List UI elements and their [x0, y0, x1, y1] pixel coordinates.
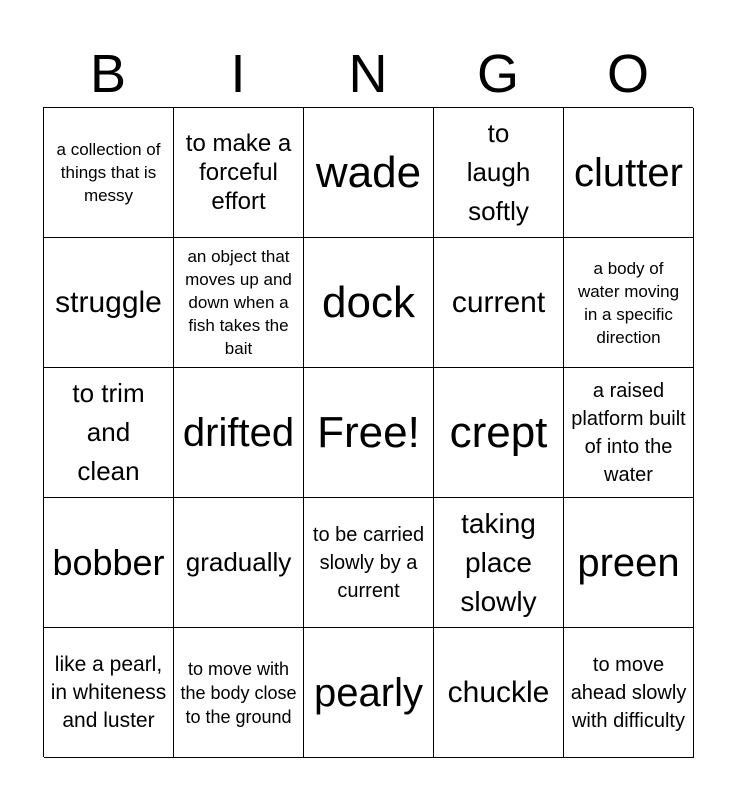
bingo-cell-r1c3[interactable]: [304, 108, 434, 238]
cell-text: taking place slowly: [460, 508, 537, 617]
cell-text: current: [451, 285, 546, 319]
bingo-cell-r2c5[interactable]: [564, 238, 694, 368]
header-letter-i: I: [230, 44, 246, 104]
bingo-cell-r1c4[interactable]: [434, 108, 564, 238]
header-letter-b: B: [89, 44, 127, 104]
cell-text: to trim and clean: [72, 378, 145, 486]
cell-text: to move ahead slowly with difficulty: [570, 653, 687, 732]
bingo-cell-r5c4[interactable]: [434, 628, 564, 758]
bingo-cell-r5c1[interactable]: [44, 628, 174, 758]
bingo-cell-r2c1[interactable]: [44, 238, 174, 368]
bingo-cell-r2c2[interactable]: [174, 238, 304, 368]
cell-text: a collection of things that is messy: [56, 140, 161, 205]
bingo-cell-r5c5[interactable]: [564, 628, 694, 758]
cell-text: to be carried slowly by a current: [312, 523, 425, 602]
cell-text: a body of water moving in a specific direction: [577, 258, 680, 347]
cell-text: dock: [322, 277, 415, 327]
bingo-cell-r3c2[interactable]: [174, 368, 304, 498]
cell-text: gradually: [185, 547, 292, 577]
bingo-cell-r4c5[interactable]: [564, 498, 694, 628]
bingo-cell-r4c1[interactable]: [44, 498, 174, 628]
bingo-cell-r4c3[interactable]: [304, 498, 434, 628]
cell-text: preen: [577, 540, 680, 585]
bingo-cell-r5c3[interactable]: [304, 628, 434, 758]
bingo-cell-r3c1[interactable]: [44, 368, 174, 498]
bingo-cell-r5c2[interactable]: [174, 628, 304, 758]
bingo-cell-r3c5[interactable]: [564, 368, 694, 498]
bingo-cell-r1c1[interactable]: [44, 108, 174, 238]
cell-text: an object that moves up and down when a fish takes the bait: [185, 247, 292, 358]
cell-text: to make a forceful effort: [185, 130, 292, 215]
bingo-cell-r3c4[interactable]: [434, 368, 564, 498]
free-space-text: Free!: [317, 407, 420, 457]
header-letter-g: G: [476, 44, 519, 104]
cell-text: like a pearl, in whiteness and luster: [50, 652, 167, 732]
bingo-cell-r4c2[interactable]: [174, 498, 304, 628]
cell-text: drifted: [182, 410, 295, 455]
header-letter-o: O: [606, 44, 649, 104]
bingo-cell-r4c4[interactable]: [434, 498, 564, 628]
bingo-card-grid: [43, 107, 693, 757]
bingo-cell-free[interactable]: [304, 368, 434, 498]
cell-text: crept: [449, 407, 548, 457]
bingo-cell-r2c4[interactable]: [434, 238, 564, 368]
cell-text: chuckle: [447, 675, 550, 709]
bingo-cell-r1c2[interactable]: [174, 108, 304, 238]
cell-text: struggle: [55, 285, 162, 319]
cell-text: bobber: [52, 541, 165, 583]
bingo-header: [43, 40, 693, 108]
header-letter-n: N: [348, 44, 388, 104]
cell-text: to move with the body close to the ground: [180, 658, 297, 727]
cell-text: clutter: [574, 150, 683, 195]
bingo-cell-r2c3[interactable]: [304, 238, 434, 368]
bingo-cell-r1c5[interactable]: [564, 108, 694, 238]
cell-text: pearly: [314, 670, 423, 715]
cell-text: to laugh softly: [466, 118, 531, 226]
cell-text: wade: [315, 147, 422, 197]
cell-text: a raised platform built of into the water: [571, 379, 686, 486]
